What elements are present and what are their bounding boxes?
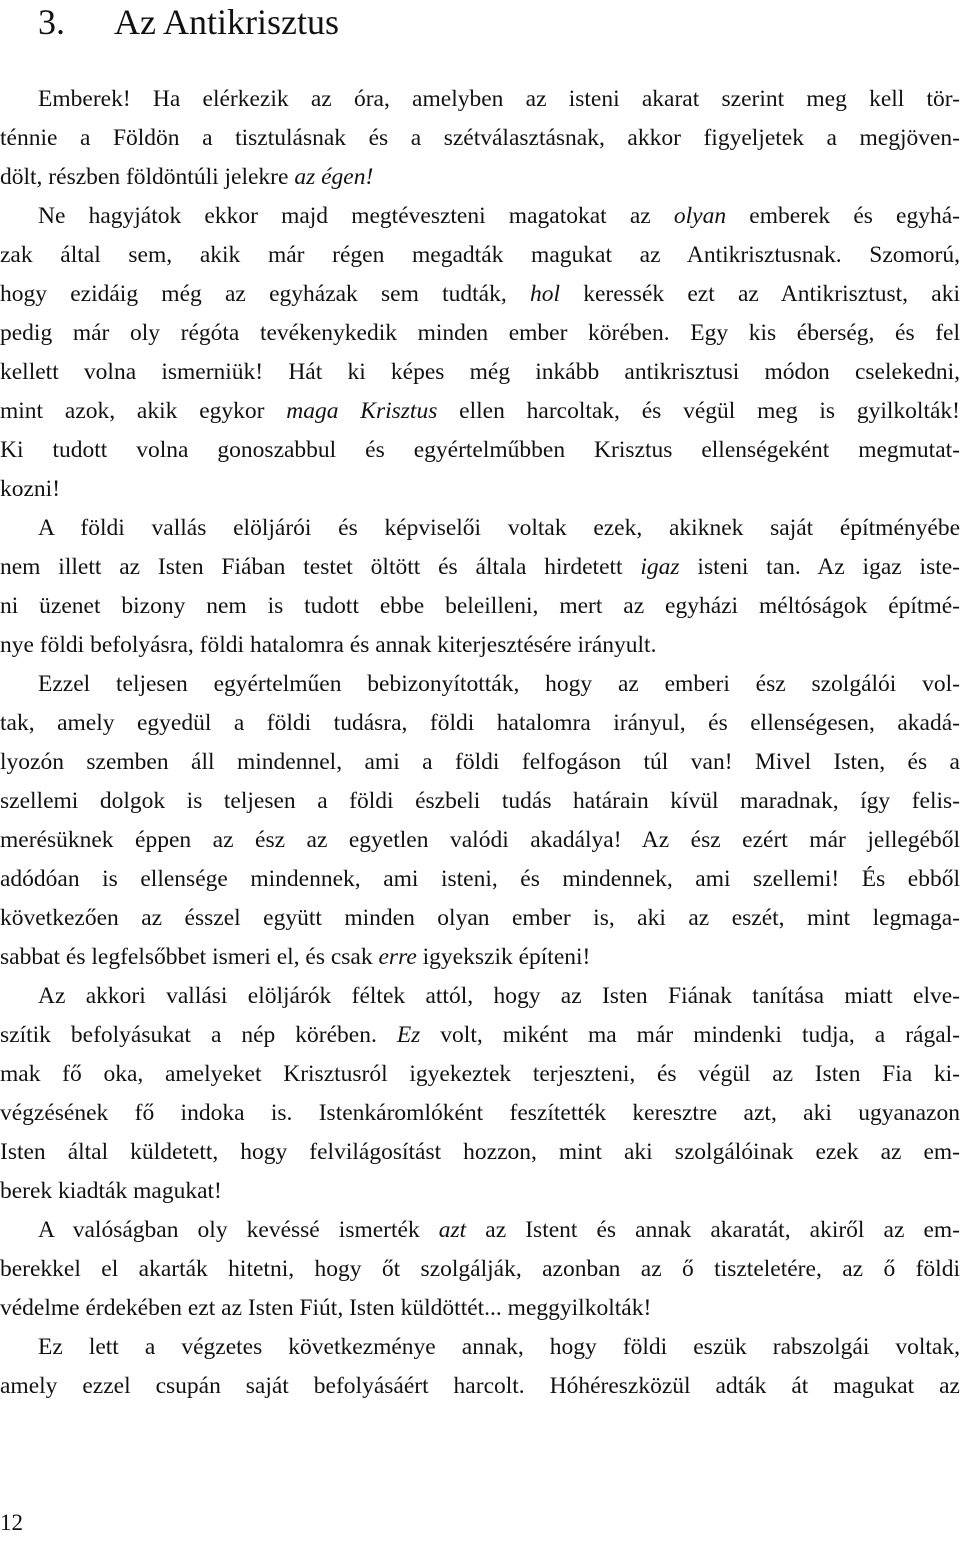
text-line xyxy=(0,1016,960,1055)
body-text xyxy=(0,80,960,1406)
italic-text: azt xyxy=(438,1217,467,1243)
text-line xyxy=(0,782,960,821)
text-run: A valóságban oly kevéssé ismerték xyxy=(38,1217,439,1243)
text-line xyxy=(0,1055,960,1094)
text-run: végzésének fő indoka is. Istenkáromlóként feszítették keresztre azt, aki ugyanazon xyxy=(0,1100,960,1126)
text-run: berek kiadták magukat! xyxy=(0,1178,222,1204)
text-run: emberek és egyhá- xyxy=(726,203,960,229)
italic-text: az égen! xyxy=(294,164,374,190)
text-run: védelme érdekében ezt az Isten Fiút, Isten küldöttét... meggyilkolták! xyxy=(0,1295,652,1321)
text-line xyxy=(0,1250,960,1289)
text-run: igyekszik építeni! xyxy=(416,944,591,970)
text-run: ténnie a Földön a tisztulásnak és a szétválasztásnak, akkor figyeljetek a megjöven- xyxy=(0,125,960,151)
chapter-title-text: Az Antikrisztus xyxy=(114,2,339,42)
text-line xyxy=(0,1172,960,1211)
text-line xyxy=(0,899,960,938)
text-run: szítik befolyásukat a nép körében. xyxy=(0,1022,397,1048)
text-run: az Istent és annak akaratát, akiről az em- xyxy=(466,1217,960,1243)
text-run: nem illett az Isten Fiában testet öltött és általa hirdetett xyxy=(0,554,641,580)
text-line xyxy=(0,821,960,860)
text-line xyxy=(0,743,960,782)
text-run: berekkel el akarták hitetni, hogy őt szolgálják, azonban az ő tiszteletére, az ő földi xyxy=(0,1256,960,1282)
text-run: ni üzenet bizony nem is tudott ebbe beleilleni, mert az egyházi méltóságok építmé- xyxy=(0,593,960,619)
text-line xyxy=(0,1328,960,1367)
text-run: Isten által küldetett, hogy felvilágosítást hozzon, mint aki szolgálóinak ezek az em- xyxy=(0,1139,960,1165)
text-run: kozni! xyxy=(0,476,61,502)
text-line xyxy=(0,938,960,977)
italic-text: olyan xyxy=(673,203,727,229)
text-run: volt, miként ma már mindenki tudja, a rágal- xyxy=(420,1022,960,1048)
text-run: következően az ésszel együtt minden olyan ember is, aki az eszét, mint legmaga- xyxy=(0,905,960,931)
text-line xyxy=(0,665,960,704)
text-run: amely ezzel csupán saját befolyásáért harcolt. Hóhéreszközül adták át magukat az xyxy=(0,1373,960,1399)
text-line xyxy=(0,626,960,665)
text-line xyxy=(0,1133,960,1172)
text-run: szellemi dolgok is teljesen a földi észbeli tudás határain kívül maradnak, így felis- xyxy=(0,788,960,814)
text-run: Ki tudott volna gonoszabbul és egyértelműbben Krisztus ellenségeként megmutat- xyxy=(0,437,960,463)
text-run: ellen harcoltak, és végül meg is gyilkolták! xyxy=(437,398,960,424)
text-line xyxy=(0,431,960,470)
text-run: merésüknek éppen az ész az egyetlen valódi akadálya! Az ész ezért már jellegéből xyxy=(0,827,960,853)
text-line xyxy=(0,977,960,1016)
text-run: isteni tan. Az igaz iste- xyxy=(679,554,960,580)
text-line xyxy=(0,197,960,236)
italic-text: hol xyxy=(529,281,560,307)
page-number: 12 xyxy=(0,1510,23,1535)
italic-text: erre xyxy=(378,944,417,970)
text-run: mint azok, akik egykor xyxy=(0,398,287,424)
text-line xyxy=(0,314,960,353)
text-run: nye földi befolyásra, földi hatalomra és annak kiterjesztésére irányult. xyxy=(0,632,657,658)
text-run: tak, amely egyedül a földi tudásra, földi hatalomra irányul, és ellenségesen, akadá- xyxy=(0,710,960,736)
text-run: Az akkori vallási elöljárók féltek attól, hogy az Isten Fiának tanítása miatt elve- xyxy=(38,983,960,1009)
text-line xyxy=(0,704,960,743)
text-run: hogy ezidáig még az egyházak sem tudták, xyxy=(0,281,530,307)
text-line xyxy=(0,1289,960,1328)
chapter-number: 3. xyxy=(38,2,65,42)
text-line xyxy=(0,860,960,899)
text-line xyxy=(0,236,960,275)
text-line xyxy=(0,119,960,158)
text-run: kellett volna ismerniük! Hát ki képes még inkább antikrisztusi módon cselekedni, xyxy=(0,359,960,385)
text-run: mak fő oka, amelyeket Krisztusról igyekeztek terjeszteni, és végül az Isten Fia ki- xyxy=(0,1061,960,1087)
text-run: pedig már oly régóta tevékenykedik minden ember körében. Egy kis éberség, és fel xyxy=(0,320,960,346)
text-line xyxy=(0,392,960,431)
text-run: dölt, részben földöntúli jelekre xyxy=(0,164,295,190)
text-line xyxy=(0,158,960,197)
italic-text: Ez xyxy=(396,1022,421,1048)
text-line xyxy=(0,80,960,119)
text-run: Ezzel teljesen egyértelműen bebizonyították, hogy az emberi ész szolgálói vol- xyxy=(38,671,960,697)
text-line xyxy=(0,509,960,548)
text-line xyxy=(0,1367,960,1406)
text-run: Emberek! Ha elérkezik az óra, amelyben az isteni akarat szerint meg kell tör- xyxy=(38,86,960,112)
text-run: adódóan is ellensége mindennek, ami isteni, és mindennek, ami szellemi! És ebből xyxy=(0,866,960,892)
text-run: Ne hagyjátok ekkor majd megtéveszteni magatokat az xyxy=(38,203,674,229)
italic-text: maga Krisztus xyxy=(286,398,438,424)
text-line xyxy=(0,587,960,626)
text-line xyxy=(0,470,960,509)
text-line xyxy=(0,353,960,392)
text-line xyxy=(0,1094,960,1133)
text-run: A földi vallás elöljárói és képviselői voltak ezek, akiknek saját építményébe xyxy=(38,515,960,541)
italic-text: igaz xyxy=(640,554,680,580)
text-line xyxy=(0,275,960,314)
text-run: lyozón szemben áll mindennel, ami a földi felfogáson túl van! Mivel Isten, és a xyxy=(0,749,960,775)
text-run: zak által sem, akik már régen megadták magukat az Antikrisztusnak. Szomorú, xyxy=(0,242,960,268)
text-run: Ez lett a végzetes következménye annak, hogy földi eszük rabszolgái voltak, xyxy=(38,1334,960,1360)
text-run: keressék ezt az Antikrisztust, aki xyxy=(560,281,960,307)
chapter-title xyxy=(38,0,339,44)
text-run: sabbat és legfelsőbbet ismeri el, és csak xyxy=(0,944,379,970)
text-line xyxy=(0,1211,960,1250)
text-line xyxy=(0,548,960,587)
